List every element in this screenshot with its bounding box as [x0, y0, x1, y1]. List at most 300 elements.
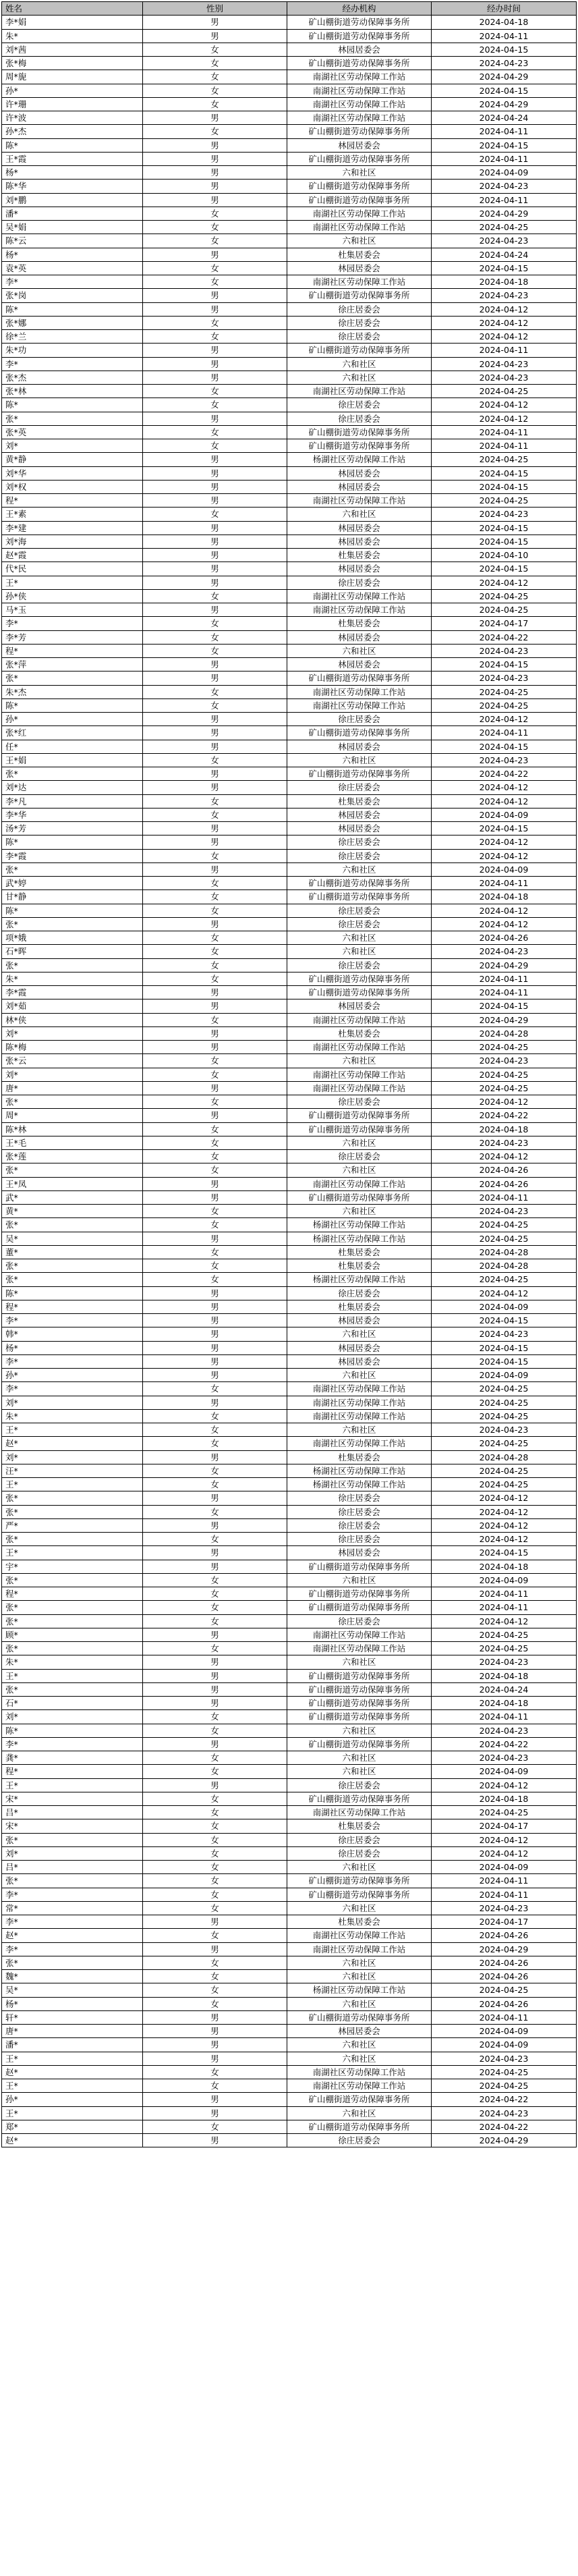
cell-date: 2024-04-29 — [432, 97, 577, 111]
cell-date: 2024-04-24 — [432, 248, 577, 261]
cell-name: 张* — [2, 958, 143, 972]
table-row — [2, 808, 577, 821]
cell-name: 严* — [2, 1518, 143, 1532]
cell-gender: 女 — [143, 698, 287, 712]
cell-gender: 女 — [143, 1601, 287, 1614]
cell-date: 2024-04-12 — [432, 1833, 577, 1846]
cell-gender: 男 — [143, 2010, 287, 2024]
table-row — [2, 1915, 577, 1929]
cell-gender: 男 — [143, 1354, 287, 1368]
cell-agency: 南湖社区劳动保障工作站 — [287, 589, 432, 603]
cell-gender: 女 — [143, 57, 287, 70]
cell-name: 张*莲 — [2, 1150, 143, 1163]
table-row — [2, 234, 577, 248]
cell-date: 2024-04-23 — [432, 1724, 577, 1737]
cell-gender: 男 — [143, 152, 287, 165]
cell-name: 朱* — [2, 972, 143, 985]
cell-date: 2024-04-12 — [432, 412, 577, 425]
cell-agency: 南湖社区劳动保障工作站 — [287, 685, 432, 698]
table-row — [2, 890, 577, 904]
cell-agency: 矿山棚街道劳动保障事务所 — [287, 16, 432, 29]
cell-date: 2024-04-23 — [432, 1655, 577, 1669]
table-row — [2, 1778, 577, 1792]
table-row — [2, 1041, 577, 1054]
cell-name: 李* — [2, 1888, 143, 1901]
cell-date: 2024-04-28 — [432, 1245, 577, 1259]
table-row — [2, 781, 577, 794]
cell-gender: 男 — [143, 1190, 287, 1204]
cell-agency: 矿山棚街道劳动保障事务所 — [287, 2093, 432, 2106]
cell-agency: 林园居委会 — [287, 2025, 432, 2038]
cell-agency: 矿山棚街道劳动保障事务所 — [287, 2120, 432, 2133]
cell-gender: 男 — [143, 713, 287, 726]
cell-agency: 杜集居委会 — [287, 794, 432, 808]
cell-date: 2024-04-23 — [432, 945, 577, 958]
cell-gender: 男 — [143, 1491, 287, 1505]
table-row — [2, 1724, 577, 1737]
table-row — [2, 261, 577, 275]
cell-date: 2024-04-25 — [432, 1437, 577, 1450]
cell-name: 朱*功 — [2, 344, 143, 357]
cell-date: 2024-04-26 — [432, 931, 577, 945]
table-row — [2, 2010, 577, 2024]
cell-gender: 女 — [143, 644, 287, 657]
cell-gender: 女 — [143, 1013, 287, 1026]
cell-date: 2024-04-11 — [432, 425, 577, 439]
cell-agency: 六和社区 — [287, 1724, 432, 1737]
cell-date: 2024-04-23 — [432, 357, 577, 371]
cell-agency: 林园居委会 — [287, 138, 432, 152]
table-row — [2, 999, 577, 1013]
cell-name: 王*素 — [2, 508, 143, 521]
cell-gender: 男 — [143, 1628, 287, 1641]
cell-gender: 女 — [143, 1409, 287, 1423]
table-row — [2, 1068, 577, 1081]
table-row — [2, 685, 577, 698]
cell-agency: 杨湖社区劳动保障工作站 — [287, 1478, 432, 1491]
cell-gender: 女 — [143, 125, 287, 138]
cell-name: 张*云 — [2, 1054, 143, 1068]
table-row — [2, 1573, 577, 1587]
table-row — [2, 672, 577, 685]
table-row — [2, 97, 577, 111]
cell-agency: 徐庄居委会 — [287, 302, 432, 316]
cell-date: 2024-04-25 — [432, 698, 577, 712]
cell-date: 2024-04-23 — [432, 1901, 577, 1915]
cell-name: 朱* — [2, 29, 143, 43]
cell-date: 2024-04-24 — [432, 1682, 577, 1696]
cell-gender: 男 — [143, 1369, 287, 1382]
table-row — [2, 152, 577, 165]
cell-gender: 女 — [143, 753, 287, 767]
header-agency: 经办机构 — [287, 2, 432, 16]
cell-agency: 南湖社区劳动保障工作站 — [287, 221, 432, 234]
table-row — [2, 1765, 577, 1778]
cell-date: 2024-04-09 — [432, 1573, 577, 1587]
cell-gender: 男 — [143, 535, 287, 548]
cell-gender: 女 — [143, 1792, 287, 1805]
table-row — [2, 1846, 577, 1860]
cell-agency: 南湖社区劳动保障工作站 — [287, 1437, 432, 1450]
cell-gender: 男 — [143, 822, 287, 835]
cell-name: 常* — [2, 1901, 143, 1915]
cell-agency: 六和社区 — [287, 357, 432, 371]
cell-name: 李*建 — [2, 521, 143, 535]
cell-agency: 南湖社区劳动保障工作站 — [287, 1642, 432, 1655]
cell-gender: 男 — [143, 1682, 287, 1696]
cell-name: 黄*静 — [2, 453, 143, 466]
table-row — [2, 1751, 577, 1765]
cell-date: 2024-04-09 — [432, 1369, 577, 1382]
cell-gender: 男 — [143, 289, 287, 302]
table-row — [2, 289, 577, 302]
cell-gender: 女 — [143, 2079, 287, 2093]
table-row — [2, 480, 577, 493]
cell-agency: 杜集居委会 — [287, 549, 432, 562]
table-row — [2, 740, 577, 753]
table-row — [2, 1013, 577, 1026]
cell-name: 陈* — [2, 138, 143, 152]
table-row — [2, 1095, 577, 1109]
cell-gender: 女 — [143, 1983, 287, 1997]
cell-gender: 女 — [143, 877, 287, 890]
cell-agency: 六和社区 — [287, 1765, 432, 1778]
cell-date: 2024-04-09 — [432, 1861, 577, 1874]
cell-date: 2024-04-29 — [432, 207, 577, 220]
cell-agency: 林园居委会 — [287, 822, 432, 835]
table-row — [2, 1861, 577, 1874]
cell-gender: 男 — [143, 2025, 287, 2038]
cell-name: 许*波 — [2, 111, 143, 125]
cell-name: 汤*芳 — [2, 822, 143, 835]
cell-agency: 六和社区 — [287, 1205, 432, 1218]
cell-name: 张*娜 — [2, 316, 143, 329]
cell-name: 孙* — [2, 84, 143, 97]
cell-agency: 杨湖社区劳动保障工作站 — [287, 1273, 432, 1286]
cell-gender: 女 — [143, 1136, 287, 1149]
cell-gender: 女 — [143, 1874, 287, 1888]
cell-date: 2024-04-22 — [432, 767, 577, 781]
table-row — [2, 1300, 577, 1313]
cell-agency: 林园居委会 — [287, 562, 432, 576]
cell-agency: 林园居委会 — [287, 466, 432, 480]
cell-name: 王* — [2, 1546, 143, 1560]
cell-gender: 男 — [143, 1518, 287, 1532]
cell-date: 2024-04-11 — [432, 152, 577, 165]
cell-gender: 男 — [143, 1081, 287, 1095]
table-row — [2, 1273, 577, 1286]
cell-date: 2024-04-23 — [432, 672, 577, 685]
cell-name: 张* — [2, 1573, 143, 1587]
cell-date: 2024-04-25 — [432, 1464, 577, 1477]
cell-gender: 女 — [143, 972, 287, 985]
cell-name: 张* — [2, 862, 143, 876]
cell-name: 张* — [2, 1259, 143, 1273]
cell-name: 陈*梅 — [2, 1041, 143, 1054]
cell-date: 2024-04-23 — [432, 1327, 577, 1341]
cell-gender: 男 — [143, 862, 287, 876]
cell-name: 李* — [2, 1314, 143, 1327]
cell-gender: 男 — [143, 1915, 287, 1929]
cell-name: 刘*海 — [2, 535, 143, 548]
cell-agency: 六和社区 — [287, 1861, 432, 1874]
cell-gender: 女 — [143, 1245, 287, 1259]
cell-name: 孙*侠 — [2, 589, 143, 603]
cell-gender: 女 — [143, 1888, 287, 1901]
cell-gender: 男 — [143, 111, 287, 125]
cell-name: 张*梅 — [2, 57, 143, 70]
cell-gender: 男 — [143, 1546, 287, 1560]
cell-name: 张*杰 — [2, 371, 143, 384]
cell-agency: 林园居委会 — [287, 630, 432, 644]
table-row — [2, 1177, 577, 1190]
cell-date: 2024-04-12 — [432, 904, 577, 917]
table-row — [2, 1819, 577, 1833]
table-row — [2, 1464, 577, 1477]
cell-gender: 男 — [143, 180, 287, 193]
cell-agency: 矿山棚街道劳动保障事务所 — [287, 1109, 432, 1122]
cell-gender: 男 — [143, 1396, 287, 1409]
table-row — [2, 958, 577, 972]
cell-name: 杨* — [2, 1341, 143, 1354]
cell-gender: 男 — [143, 1300, 287, 1313]
table-row — [2, 275, 577, 289]
cell-gender: 女 — [143, 1765, 287, 1778]
cell-date: 2024-04-12 — [432, 849, 577, 862]
cell-gender: 男 — [143, 371, 287, 384]
cell-gender: 女 — [143, 1163, 287, 1177]
cell-name: 张* — [2, 1642, 143, 1655]
cell-date: 2024-04-23 — [432, 57, 577, 70]
cell-name: 张* — [2, 1833, 143, 1846]
cell-agency: 矿山棚街道劳动保障事务所 — [287, 29, 432, 43]
cell-agency: 六和社区 — [287, 1901, 432, 1915]
table-row — [2, 877, 577, 890]
cell-agency: 杨湖社区劳动保障工作站 — [287, 1464, 432, 1477]
cell-gender: 女 — [143, 207, 287, 220]
cell-name: 林*侠 — [2, 1013, 143, 1026]
cell-date: 2024-04-15 — [432, 1341, 577, 1354]
cell-name: 刘*华 — [2, 466, 143, 480]
cell-gender: 男 — [143, 138, 287, 152]
cell-agency: 林园居委会 — [287, 740, 432, 753]
cell-gender: 男 — [143, 166, 287, 180]
cell-gender: 女 — [143, 1054, 287, 1068]
cell-gender: 女 — [143, 1150, 287, 1163]
cell-agency: 矿山棚街道劳动保障事务所 — [287, 57, 432, 70]
cell-date: 2024-04-23 — [432, 289, 577, 302]
cell-agency: 矿山棚街道劳动保障事务所 — [287, 1122, 432, 1136]
table-row — [2, 1956, 577, 1969]
table-row — [2, 70, 577, 84]
cell-date: 2024-04-09 — [432, 2025, 577, 2038]
cell-agency: 六和社区 — [287, 166, 432, 180]
cell-agency: 徐庄居委会 — [287, 904, 432, 917]
cell-name: 王* — [2, 1669, 143, 1682]
table-row — [2, 521, 577, 535]
cell-date: 2024-04-11 — [432, 1874, 577, 1888]
table-row — [2, 1970, 577, 1983]
cell-name: 李*凡 — [2, 794, 143, 808]
cell-date: 2024-04-10 — [432, 549, 577, 562]
cell-date: 2024-04-11 — [432, 972, 577, 985]
cell-gender: 女 — [143, 1724, 287, 1737]
cell-gender: 女 — [143, 794, 287, 808]
table-row — [2, 630, 577, 644]
cell-agency: 矿山棚街道劳动保障事务所 — [287, 180, 432, 193]
cell-date: 2024-04-11 — [432, 125, 577, 138]
table-row — [2, 248, 577, 261]
cell-gender: 男 — [143, 193, 287, 207]
table-row — [2, 398, 577, 412]
table-row — [2, 1122, 577, 1136]
cell-date: 2024-04-26 — [432, 1163, 577, 1177]
cell-gender: 女 — [143, 1833, 287, 1846]
cell-name: 宇* — [2, 1560, 143, 1573]
cell-gender: 男 — [143, 480, 287, 493]
cell-name: 武*婷 — [2, 877, 143, 890]
cell-agency: 林园居委会 — [287, 521, 432, 535]
cell-agency: 南湖社区劳动保障工作站 — [287, 1409, 432, 1423]
cell-agency: 杜集居委会 — [287, 1915, 432, 1929]
cell-name: 孙* — [2, 2093, 143, 2106]
table-row — [2, 589, 577, 603]
cell-name: 张*萍 — [2, 658, 143, 672]
cell-agency: 矿山棚街道劳动保障事务所 — [287, 344, 432, 357]
cell-agency: 六和社区 — [287, 1136, 432, 1149]
cell-gender: 女 — [143, 1929, 287, 1942]
table-row — [2, 425, 577, 439]
cell-date: 2024-04-12 — [432, 576, 577, 589]
table-row — [2, 1792, 577, 1805]
cell-name: 李*霞 — [2, 986, 143, 999]
cell-date: 2024-04-25 — [432, 1409, 577, 1423]
cell-name: 杨* — [2, 1997, 143, 2010]
cell-agency: 徐庄居委会 — [287, 2134, 432, 2147]
cell-gender: 男 — [143, 2052, 287, 2065]
cell-name: 李* — [2, 1915, 143, 1929]
cell-gender: 男 — [143, 16, 287, 29]
cell-gender: 女 — [143, 1710, 287, 1724]
cell-agency: 林园居委会 — [287, 1341, 432, 1354]
cell-name: 孙* — [2, 1369, 143, 1382]
cell-name: 许*珊 — [2, 97, 143, 111]
cell-agency: 杜集居委会 — [287, 248, 432, 261]
cell-agency: 六和社区 — [287, 1751, 432, 1765]
cell-date: 2024-04-09 — [432, 166, 577, 180]
cell-name: 徐*兰 — [2, 330, 143, 344]
cell-date: 2024-04-26 — [432, 1956, 577, 1969]
cell-agency: 矿山棚街道劳动保障事务所 — [287, 767, 432, 781]
table-row — [2, 43, 577, 56]
cell-name: 吴* — [2, 1232, 143, 1245]
cell-agency: 杜集居委会 — [287, 1819, 432, 1833]
cell-gender: 女 — [143, 97, 287, 111]
table-row — [2, 1054, 577, 1068]
table-row — [2, 2134, 577, 2147]
table-row — [2, 1546, 577, 1560]
table-row — [2, 1109, 577, 1122]
cell-gender: 女 — [143, 1437, 287, 1450]
cell-agency: 矿山棚街道劳动保障事务所 — [287, 672, 432, 685]
cell-gender: 男 — [143, 658, 287, 672]
cell-name: 张* — [2, 1874, 143, 1888]
cell-agency: 徐庄居委会 — [287, 1833, 432, 1846]
cell-name: 张* — [2, 672, 143, 685]
cell-gender: 男 — [143, 1232, 287, 1245]
cell-gender: 女 — [143, 1642, 287, 1655]
table-row — [2, 1518, 577, 1532]
cell-gender: 女 — [143, 1122, 287, 1136]
table-row — [2, 2079, 577, 2093]
cell-name: 赵* — [2, 2065, 143, 2079]
cell-agency: 林园居委会 — [287, 1354, 432, 1368]
cell-name: 陈*林 — [2, 1122, 143, 1136]
cell-gender: 女 — [143, 385, 287, 398]
cell-name: 王* — [2, 1423, 143, 1437]
table-row — [2, 1205, 577, 1218]
cell-name: 张* — [2, 1601, 143, 1614]
cell-name: 陈*华 — [2, 180, 143, 193]
table-row — [2, 1136, 577, 1149]
table-row — [2, 330, 577, 344]
cell-agency: 六和社区 — [287, 1423, 432, 1437]
cell-name: 程* — [2, 644, 143, 657]
table-row — [2, 29, 577, 43]
table-row — [2, 562, 577, 576]
cell-date: 2024-04-25 — [432, 453, 577, 466]
cell-gender: 男 — [143, 986, 287, 999]
cell-agency: 矿山棚街道劳动保障事务所 — [287, 1697, 432, 1710]
table-row — [2, 822, 577, 835]
cell-date: 2024-04-26 — [432, 1929, 577, 1942]
cell-gender: 女 — [143, 1259, 287, 1273]
cell-name: 李* — [2, 617, 143, 630]
cell-gender: 男 — [143, 726, 287, 740]
cell-name: 陈* — [2, 904, 143, 917]
cell-gender: 女 — [143, 84, 287, 97]
cell-name: 朱* — [2, 1409, 143, 1423]
table-row — [2, 1327, 577, 1341]
cell-gender: 男 — [143, 1041, 287, 1054]
cell-name: 张*英 — [2, 425, 143, 439]
cell-date: 2024-04-12 — [432, 835, 577, 849]
table-row — [2, 371, 577, 384]
cell-agency: 六和社区 — [287, 1970, 432, 1983]
cell-gender: 女 — [143, 931, 287, 945]
table-row — [2, 1218, 577, 1232]
cell-date: 2024-04-12 — [432, 330, 577, 344]
table-row — [2, 1245, 577, 1259]
table-row — [2, 849, 577, 862]
cell-date: 2024-04-18 — [432, 275, 577, 289]
cell-date: 2024-04-29 — [432, 2134, 577, 2147]
table-row — [2, 1163, 577, 1177]
cell-date: 2024-04-25 — [432, 1218, 577, 1232]
cell-gender: 女 — [143, 261, 287, 275]
cell-gender: 男 — [143, 453, 287, 466]
cell-date: 2024-04-18 — [432, 1697, 577, 1710]
cell-date: 2024-04-09 — [432, 1300, 577, 1313]
cell-date: 2024-04-23 — [432, 1423, 577, 1437]
cell-gender: 男 — [143, 2106, 287, 2120]
cell-agency: 林园居委会 — [287, 261, 432, 275]
table-row — [2, 207, 577, 220]
cell-agency: 南湖社区劳动保障工作站 — [287, 1382, 432, 1396]
cell-agency: 徐庄居委会 — [287, 917, 432, 931]
cell-date: 2024-04-11 — [432, 2010, 577, 2024]
cell-name: 黄* — [2, 1205, 143, 1218]
